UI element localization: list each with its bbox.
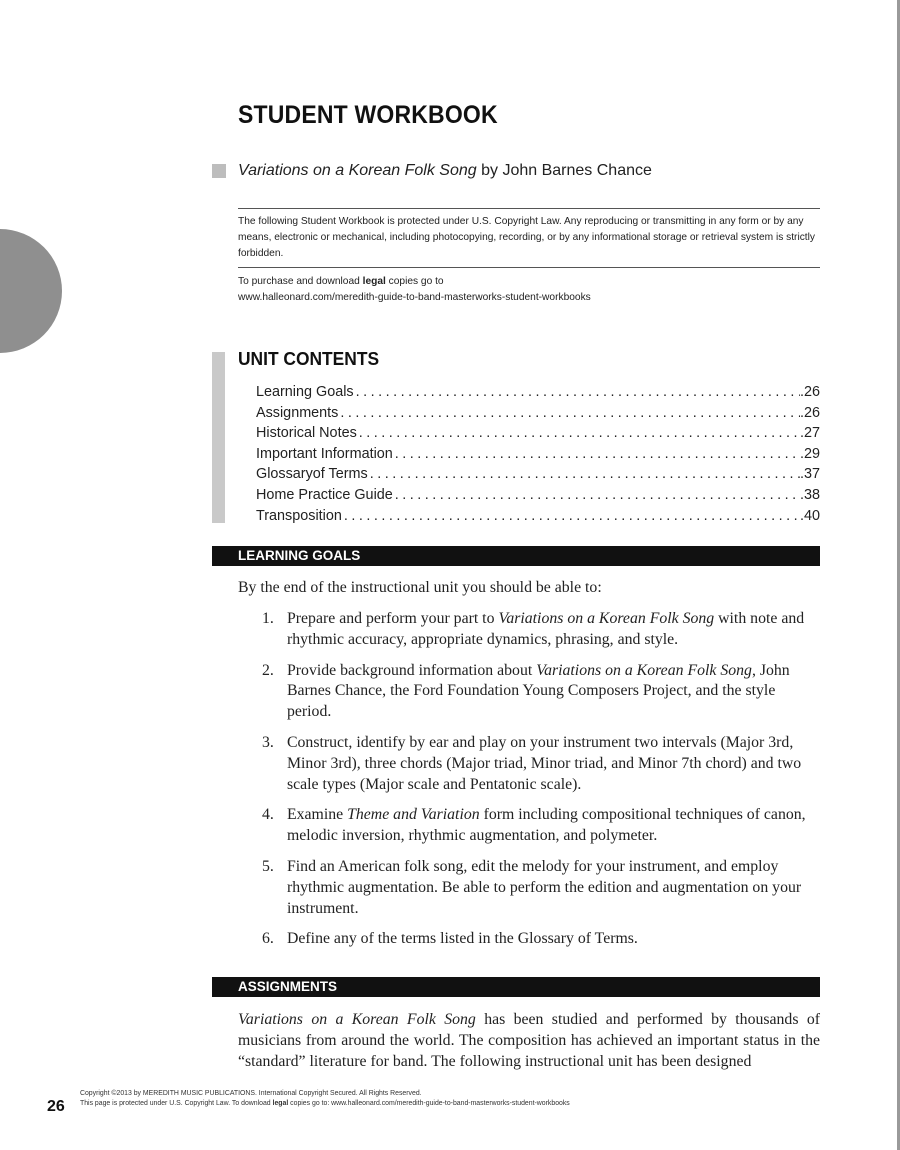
goal-text: Provide background information about	[287, 661, 537, 679]
page-number: 26	[47, 1098, 65, 1115]
toc-leader	[395, 485, 800, 506]
list-number: 5.	[262, 857, 274, 875]
footer-legal: legal	[272, 1100, 289, 1107]
goal-emphasis: Variations on a Korean Folk Song	[536, 661, 752, 679]
table-of-contents	[256, 382, 820, 526]
divider-top	[238, 208, 820, 209]
list-item	[256, 857, 820, 919]
learning-goals-list	[256, 609, 820, 960]
footer-copyright	[80, 1089, 570, 1109]
toc-item-page: .27	[799, 425, 820, 442]
square-bullet-icon	[212, 164, 226, 178]
subtitle-composer: by John Barnes Chance	[476, 162, 652, 179]
purchase-text-end: copies go to	[385, 276, 444, 287]
toc-item-label: Home Practice Guide	[256, 486, 393, 503]
toc-side-bar	[212, 352, 225, 523]
list-number: 1.	[262, 610, 274, 627]
toc-leader	[359, 423, 800, 444]
purchase-info	[238, 274, 820, 306]
toc-item-label: Transposition	[256, 507, 342, 524]
goal-text: Prepare and perform your part to	[287, 610, 499, 627]
purchase-text: To purchase and download	[238, 276, 363, 287]
toc-item[interactable]	[256, 464, 820, 485]
section-heading-learning-goals: LEARNING GOALS	[212, 546, 820, 566]
subtitle-work-title: Variations on a Korean Folk Song	[238, 162, 477, 179]
toc-item-label: Learning Goals	[256, 384, 354, 400]
toc-item-label: Glossaryof Terms	[256, 466, 368, 483]
toc-leader	[370, 464, 800, 485]
toc-item[interactable]	[256, 485, 820, 506]
goal-text: Define any of the terms listed in the Glossary of Terms.	[287, 930, 638, 948]
list-item	[256, 609, 820, 651]
toc-leader	[340, 403, 800, 424]
goal-text: Construct, identify by ear and play on your instrument two intervals (Major 3rd, Minor 3rd), three chords (Major triad, Minor triad, and Minor 7th chord) and two scale types (Major scale and Pentatonic scale).	[287, 733, 802, 793]
toc-item-page: .38	[799, 486, 820, 503]
footer-line-1: Copyright ©2013 by MEREDITH MUSIC PUBLICATIONS. International Copyright Secured. All Rights Reserved.	[80, 1090, 422, 1097]
footer-text: This page is protected under U.S. Copyright Law. To download	[80, 1100, 273, 1107]
toc-item-page: .26	[799, 384, 820, 400]
purchase-url[interactable]: www.halleonard.com/meredith-guide-to-band-masterworks-student-workbooks	[238, 292, 591, 303]
subtitle	[212, 162, 652, 180]
toc-item-page: .40	[799, 507, 820, 524]
copyright-notice: The following Student Workbook is protected under U.S. Copyright Law. Any reproducing or transmitting in any form or by any means, electronic or mechanical, including photocopying, recording, or by any informational storage or retrieval system is strictly forbidden.	[238, 216, 815, 259]
list-number: 4.	[262, 806, 274, 824]
toc-title: UNIT CONTENTS	[238, 348, 380, 369]
page-title: STUDENT WORKBOOK	[238, 101, 498, 129]
toc-item-label: Historical Notes	[256, 425, 357, 442]
footer-url: copies go to: www.halleonard.com/meredith-guide-to-band-masterworks-student-workbooks	[288, 1100, 570, 1107]
toc-item[interactable]	[256, 403, 820, 424]
chapter-tab-marker	[0, 229, 62, 353]
toc-item[interactable]	[256, 423, 820, 444]
list-number: 6.	[262, 930, 274, 948]
learning-goals-intro: By the end of the instructional unit you should be able to:	[238, 579, 602, 596]
goal-text-end: with note and rhythmic accuracy, appropriate dynamics, phrasing, and style.	[287, 610, 805, 648]
assignments-text: has been studied and performed by thousands of musicians from around the world. The composition has achieved an important status in the “standard” literature for band. The following instructional unit has been designed	[238, 1011, 820, 1070]
toc-leader	[344, 506, 800, 527]
goal-text: Find an American folk song, edit the melody for your instrument, and employ rhythmic augmentation. Be able to perform the edition and augmentation on your instrument.	[287, 857, 802, 917]
toc-item[interactable]	[256, 506, 820, 527]
goal-emphasis: Theme and Variation	[347, 806, 480, 824]
divider-bottom	[238, 267, 820, 268]
toc-item-label: Assignments	[256, 404, 339, 421]
list-number: 3.	[262, 733, 274, 751]
toc-leader	[395, 444, 800, 465]
list-item	[256, 805, 820, 847]
toc-item[interactable]	[256, 444, 820, 465]
toc-item-label: Important Information	[256, 445, 393, 462]
goal-emphasis: Variations on a Korean Folk Song	[498, 610, 715, 627]
purchase-legal: legal	[362, 276, 386, 287]
list-item	[256, 929, 820, 950]
assignments-work-title: Variations on a Korean Folk Song	[238, 1011, 476, 1028]
assignments-paragraph	[238, 1010, 820, 1072]
goal-text-end: form including compositional techniques of canon, melodic inversion, rhythmic augmentation, and polymeter.	[287, 806, 806, 845]
list-item	[256, 733, 820, 795]
toc-item-page: .26	[799, 404, 820, 421]
footer-line-2	[80, 1099, 570, 1109]
goal-text: Examine	[287, 806, 348, 824]
toc-leader	[356, 382, 800, 403]
goal-text-end: , John Barnes Chance, the Ford Foundation Young Composers Project, and the style period.	[287, 661, 790, 721]
section-heading-assignments: ASSIGNMENTS	[212, 977, 820, 997]
toc-item-page: .29	[799, 445, 820, 462]
list-number: 2.	[262, 661, 274, 679]
toc-item-page: .37	[799, 466, 820, 483]
toc-item[interactable]	[256, 382, 820, 403]
list-item	[256, 661, 820, 723]
